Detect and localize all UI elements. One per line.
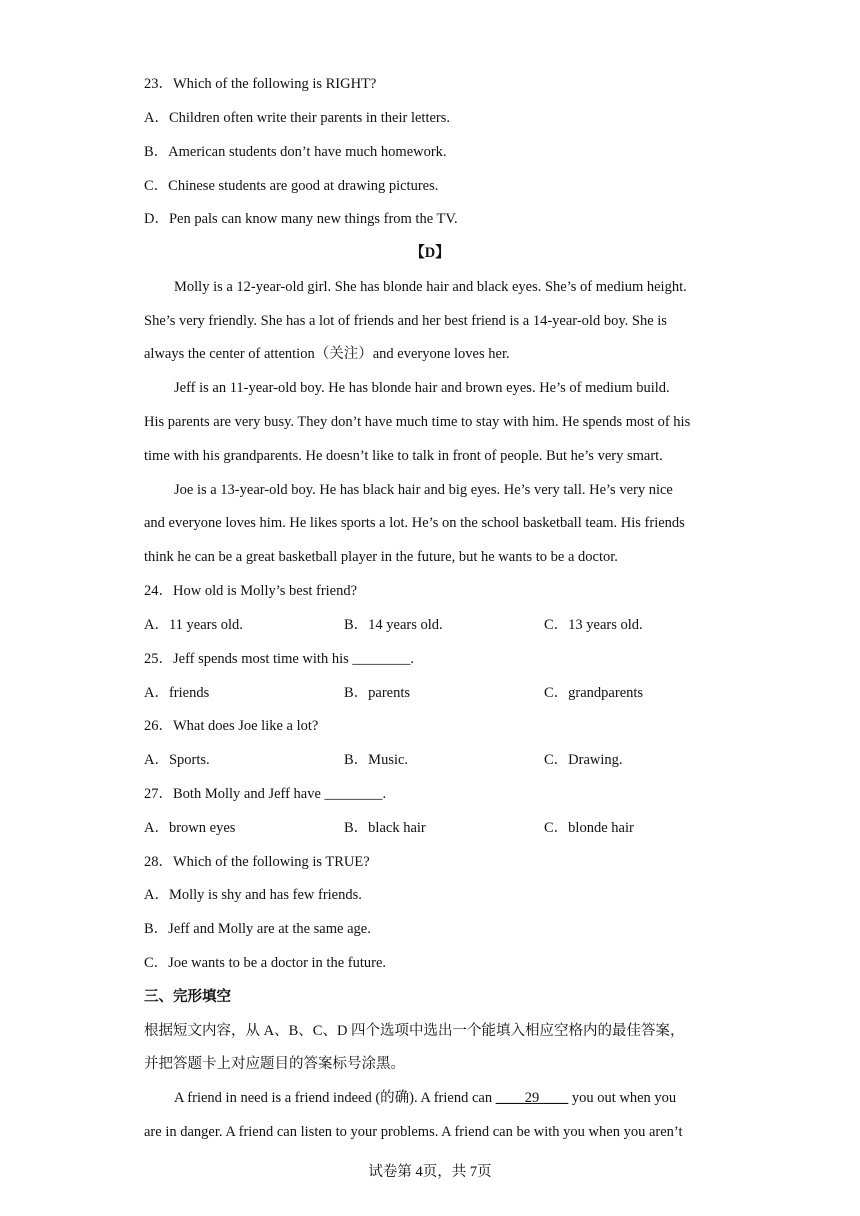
- q24-option-a: A．11 years old.: [144, 617, 243, 633]
- q27-option-b: B．black hair: [344, 820, 426, 836]
- section3-instruction: 并把答题卡上对应题目的答案标号涂黑。: [144, 1056, 405, 1072]
- q27-option-a: A．brown eyes: [144, 820, 236, 836]
- section-d-title: 【D】: [410, 245, 450, 261]
- passage-line: Molly is a 12-year-old girl. She has blonde hair and black eyes. She’s of medium height.: [174, 279, 687, 295]
- q23-option-a: A．Children often write their parents in their letters.: [144, 110, 451, 126]
- q24-stem: 24．How old is Molly’s best friend?: [144, 583, 358, 599]
- passage-line: She’s very friendly. She has a lot of friends and her best friend is a 14-year-old boy. She is: [144, 313, 667, 329]
- q25-option-c: C．grandparents: [544, 685, 644, 701]
- q26-option-c: C．Drawing.: [544, 752, 623, 768]
- q27-option-c: C．blonde hair: [544, 820, 634, 836]
- passage-line: think he can be a great basketball player in the future, but he wants to be a doctor.: [144, 549, 618, 565]
- q23-option-d: D．Pen pals can know many new things from the TV.: [144, 211, 458, 227]
- q28-option-b: B．Jeff and Molly are at the same age.: [144, 921, 371, 937]
- q25-option-a: A．friends: [144, 685, 210, 701]
- q25-stem: 25．Jeff spends most time with his ________.: [144, 651, 414, 667]
- cloze-line: [174, 1088, 676, 1108]
- q26-option-b: B．Music.: [344, 752, 409, 768]
- passage-line: always the center of attention（关注）and everyone loves her.: [144, 346, 510, 362]
- q23-option-c: C．Chinese students are good at drawing pictures.: [144, 178, 439, 194]
- cloze-text: A friend in need is a friend indeed (的确). A friend can: [174, 1090, 496, 1106]
- q24-option-b: B．14 years old.: [344, 617, 443, 633]
- q23-option-b: B．American students don’t have much homework.: [144, 144, 447, 160]
- passage-line: His parents are very busy. They don’t have much time to stay with him. He spends most of his: [144, 414, 691, 430]
- cloze-blank-29: ____29____: [495, 1090, 569, 1106]
- q26-option-a: A．Sports.: [144, 752, 210, 768]
- q27-stem: 27．Both Molly and Jeff have ________.: [144, 786, 387, 802]
- q25-option-b: B．parents: [344, 685, 411, 701]
- q23-stem: 23．Which of the following is RIGHT?: [144, 76, 377, 92]
- cloze-line: are in danger. A friend can listen to your problems. A friend can be with you when you aren’t: [144, 1124, 683, 1140]
- passage-line: and everyone loves him. He likes sports a lot. He’s on the school basketball team. His friends: [144, 515, 685, 531]
- passage-line: Jeff is an 11-year-old boy. He has blonde hair and brown eyes. He’s of medium build.: [174, 380, 670, 396]
- section3-heading: 三、完形填空: [144, 989, 231, 1005]
- page-footer: 试卷第 4页，共 7页: [368, 1164, 492, 1180]
- q26-stem: 26．What does Joe like a lot?: [144, 718, 319, 734]
- cloze-text: you out when you: [568, 1090, 677, 1106]
- q28-option-a: A．Molly is shy and has few friends.: [144, 887, 362, 903]
- section3-instruction: 根据短文内容，从 A、B、C、D 四个选项中选出一个能填入相应空格内的最佳答案，: [144, 1023, 685, 1039]
- q28-option-c: C．Joe wants to be a doctor in the future.: [144, 955, 387, 971]
- q24-option-c: C．13 years old.: [544, 617, 643, 633]
- passage-line: Joe is a 13-year-old boy. He has black hair and big eyes. He’s very tall. He’s very nice: [174, 482, 673, 498]
- q28-stem: 28．Which of the following is TRUE?: [144, 854, 370, 870]
- passage-line: time with his grandparents. He doesn’t like to talk in front of people. But he’s very smart.: [144, 448, 663, 464]
